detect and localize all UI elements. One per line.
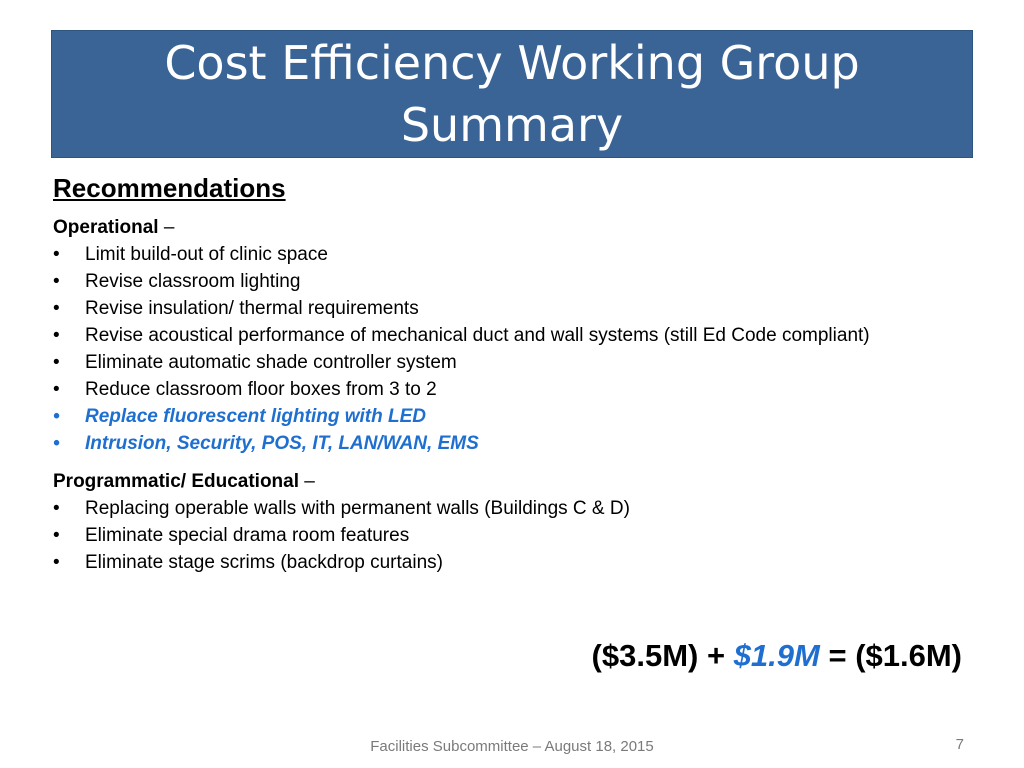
list-item-text: Reduce classroom floor boxes from 3 to 2 — [85, 379, 437, 400]
bullet: • — [53, 352, 60, 373]
list-item — [53, 549, 983, 576]
formula-part-3: = ($1.6M) — [819, 638, 962, 673]
programmatic-list — [53, 495, 983, 576]
operational-list — [53, 241, 983, 457]
list-item — [53, 376, 983, 403]
bullet: • — [53, 406, 60, 427]
operational-heading — [53, 214, 983, 241]
bullet: • — [53, 433, 60, 454]
operational-label: Operational — [53, 217, 159, 238]
list-item-highlighted — [53, 403, 983, 430]
list-item — [53, 522, 983, 549]
programmatic-dash: – — [299, 471, 315, 492]
bullet: • — [53, 325, 60, 346]
bullet: • — [53, 271, 60, 292]
list-item-text: Eliminate stage scrims (backdrop curtains) — [85, 552, 443, 573]
list-item-text: Revise acoustical performance of mechanical duct and wall systems (still Ed Code compliant) — [85, 325, 870, 346]
slide-footer: Facilities Subcommittee – August 18, 2015 — [370, 738, 654, 755]
slide-title-line-2: Summary — [400, 98, 624, 152]
list-item-text: Replace fluorescent lighting with LED — [85, 406, 426, 427]
operational-dash: – — [158, 217, 175, 238]
list-item-text: Revise insulation/ thermal requirements — [85, 298, 419, 319]
slide-title — [164, 32, 859, 156]
section-spacer — [53, 457, 983, 468]
page-number: 7 — [955, 736, 964, 753]
formula-part-2: $1.9M — [733, 638, 820, 673]
list-item-text: Eliminate automatic shade controller system — [85, 352, 457, 373]
list-item-text: Limit build-out of clinic space — [85, 244, 328, 265]
list-item — [53, 322, 983, 349]
list-item-highlighted — [53, 430, 983, 457]
list-item — [53, 268, 983, 295]
recommendations-heading: Recommendations — [53, 173, 286, 203]
list-item-text: Intrusion, Security, POS, IT, LAN/WAN, EMS — [85, 433, 479, 454]
bullet: • — [53, 552, 60, 573]
bullet: • — [53, 379, 60, 400]
bullet: • — [53, 498, 60, 519]
programmatic-heading — [53, 468, 983, 495]
bullet: • — [53, 298, 60, 319]
list-item-text: Replacing operable walls with permanent walls (Buildings C & D) — [85, 498, 630, 519]
bullet: • — [53, 244, 60, 265]
title-bar — [51, 30, 973, 158]
list-item — [53, 349, 983, 376]
list-item — [53, 295, 983, 322]
list-item — [53, 495, 983, 522]
list-item-text: Revise classroom lighting — [85, 271, 301, 292]
bullet: • — [53, 525, 60, 546]
list-item — [53, 241, 983, 268]
slide-title-line-1: Cost Efficiency Working Group — [164, 36, 860, 90]
slide-content — [53, 170, 983, 576]
formula-part-1: ($3.5M) + — [591, 638, 734, 673]
list-item-text: Eliminate special drama room features — [85, 525, 410, 546]
cost-formula — [592, 636, 962, 676]
programmatic-label: Programmatic/ Educational — [53, 471, 300, 492]
